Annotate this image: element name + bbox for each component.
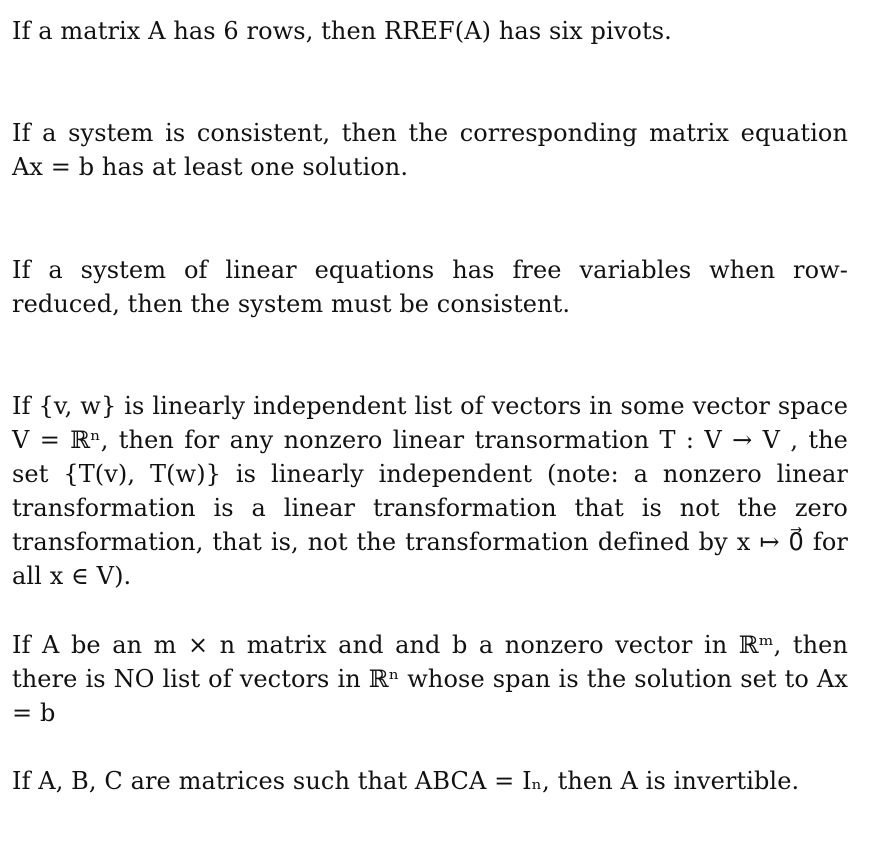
statement-6: If A, B, C are matrices such that ABCA = Iₙ, then A is invertible. — [12, 767, 800, 795]
statement-2: If a system is consistent, then the corresponding matrix equation Ax = b has at least one solution. — [12, 119, 848, 181]
statement-3: If a system of linear equations has free variables when row-reduced, then the system must be consistent. — [12, 256, 848, 318]
statement-1: If a matrix A has 6 rows, then RREF(A) has six pivots. — [12, 17, 672, 45]
statement-4: If {v, w} is linearly independent list of vectors in some vector space V = ℝⁿ, then for any nonzero linear transormation T : V → V , the set {T(v), T(w)} is linearly independent (note: a nonzero linear transformation is a linear transformation that is not the zero transformation, that is, not the transformation defined by x ↦ 0⃗ for all x ∈ V). — [12, 392, 848, 590]
statement-5: If A be an m × n matrix and and b a nonzero vector in ℝᵐ, then there is NO list of vectors in ℝⁿ whose span is the solution set to Ax = b — [12, 631, 848, 727]
